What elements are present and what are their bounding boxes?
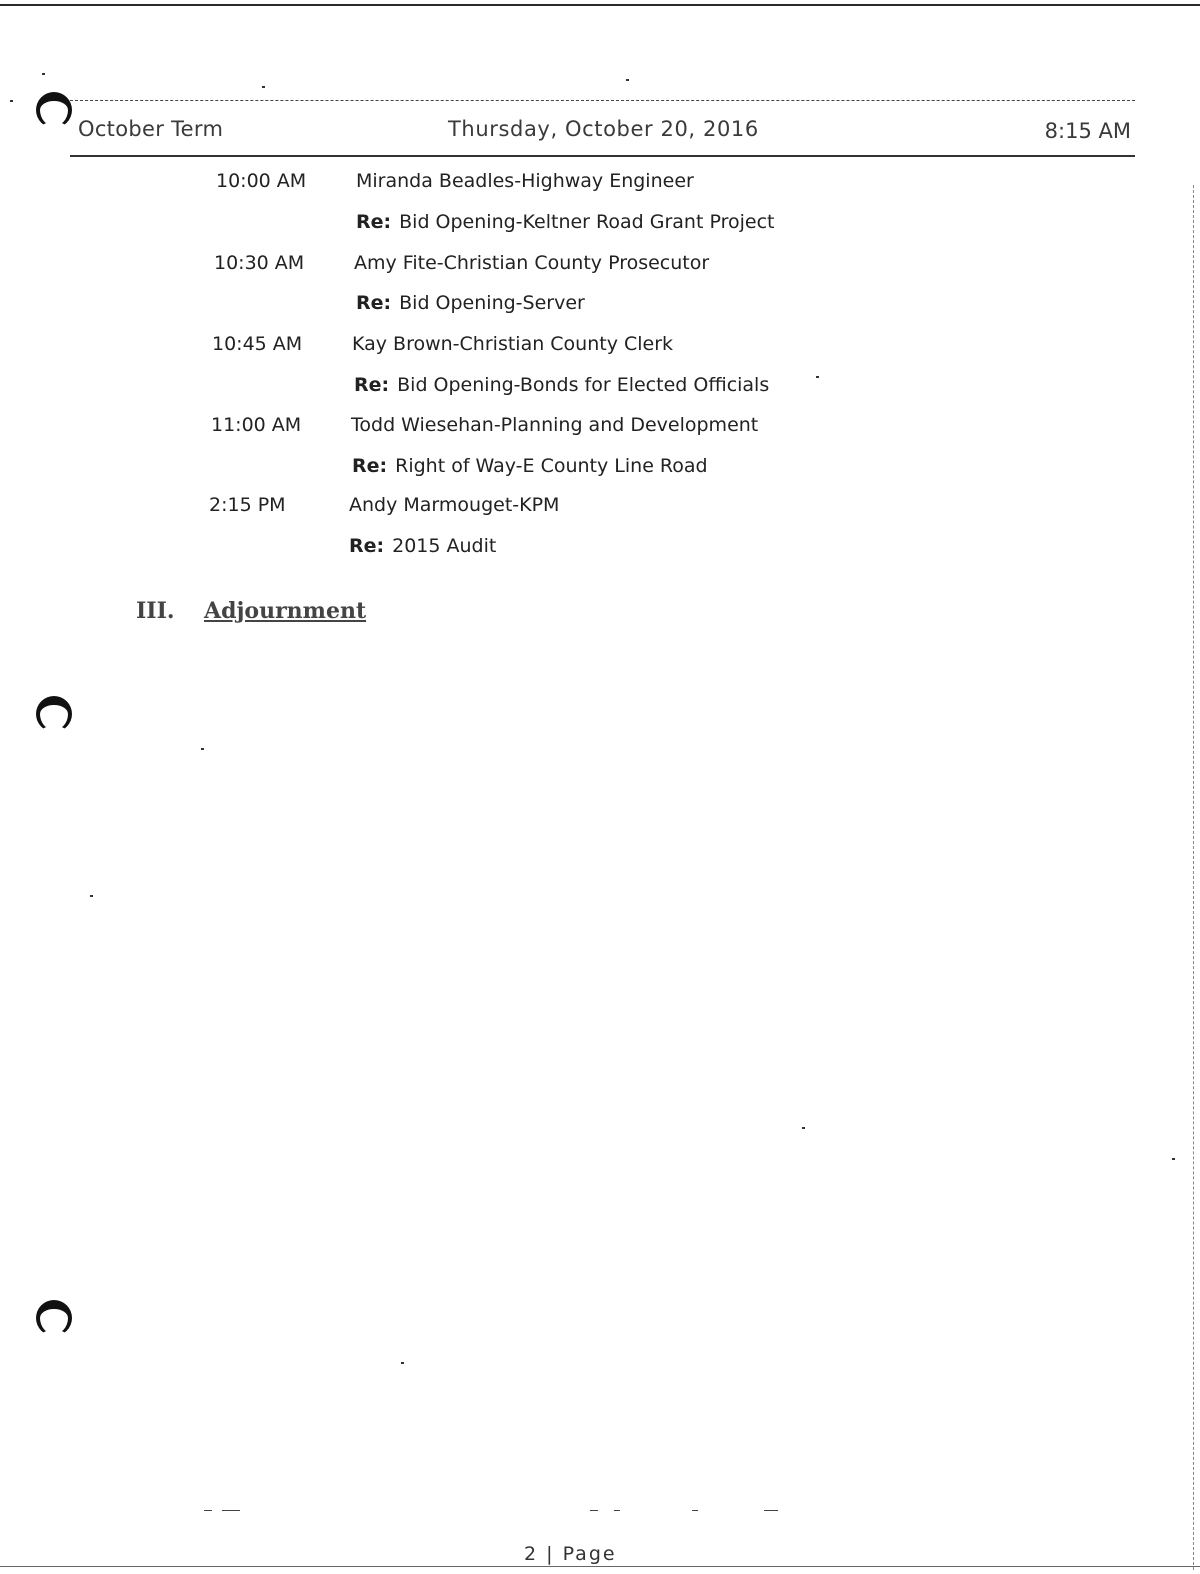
scan-dash (614, 1510, 620, 1511)
agenda-presenter: Todd Wiesehan-Planning and Development (351, 414, 759, 436)
page-bottom-edge (0, 1566, 1200, 1567)
term-label: October Term (78, 117, 224, 141)
meeting-time: 8:15 AM (1044, 119, 1131, 143)
agenda-presenter: Andy Marmouget-KPM (349, 494, 560, 516)
subject-text: Bid Opening-Keltner Road Grant Project (399, 211, 775, 233)
page-top-edge (0, 4, 1200, 6)
re-label: Re: (349, 535, 385, 557)
scan-dash (692, 1510, 698, 1511)
agenda-time: 11:00 AM (211, 414, 302, 436)
scan-speck (90, 895, 93, 897)
page-right-edge (1193, 185, 1194, 1570)
scan-speck (10, 100, 13, 102)
scan-speck (1172, 1158, 1175, 1160)
meeting-date: Thursday, October 20, 2016 (448, 117, 759, 141)
scan-speck (42, 73, 45, 75)
section-title: Adjournment (204, 598, 367, 624)
punch-hole-icon (36, 696, 72, 732)
page-number: 2 | Page (524, 1543, 617, 1565)
re-label: Re: (354, 374, 390, 396)
scan-speck (816, 376, 819, 378)
scan-speck (262, 86, 265, 88)
scan-dash (590, 1510, 598, 1511)
re-label: Re: (352, 455, 388, 477)
agenda-subject (352, 455, 708, 477)
agenda-time: 10:30 AM (214, 252, 305, 274)
scan-speck (802, 1127, 805, 1129)
subject-text: Bid Opening-Bonds for Elected Officials (397, 374, 770, 396)
agenda-time: 2:15 PM (209, 494, 286, 516)
subject-text: Right of Way-E County Line Road (395, 455, 708, 477)
scan-speck (201, 748, 204, 750)
re-label: Re: (356, 292, 392, 314)
scan-speck (626, 79, 629, 81)
subject-text: Bid Opening-Server (399, 292, 585, 314)
scan-dash (222, 1510, 240, 1511)
section-numeral: III. (136, 598, 175, 624)
agenda-subject (356, 292, 585, 314)
agenda-subject (356, 211, 774, 233)
scan-dash (204, 1510, 212, 1511)
agenda-presenter: Miranda Beadles-Highway Engineer (356, 170, 694, 192)
punch-hole-icon (36, 1300, 72, 1336)
scan-speck (401, 1362, 404, 1364)
agenda-time: 10:00 AM (216, 170, 307, 192)
agenda-subject (354, 374, 769, 396)
agenda-subject (349, 535, 496, 557)
subject-text: 2015 Audit (392, 535, 497, 557)
re-label: Re: (356, 211, 392, 233)
scan-dash (764, 1510, 778, 1511)
page-header (70, 100, 1135, 157)
agenda-presenter: Kay Brown-Christian County Clerk (352, 333, 674, 355)
punch-hole-icon (36, 92, 72, 128)
agenda-presenter: Amy Fite-Christian County Prosecutor (354, 252, 710, 274)
agenda-time: 10:45 AM (212, 333, 303, 355)
